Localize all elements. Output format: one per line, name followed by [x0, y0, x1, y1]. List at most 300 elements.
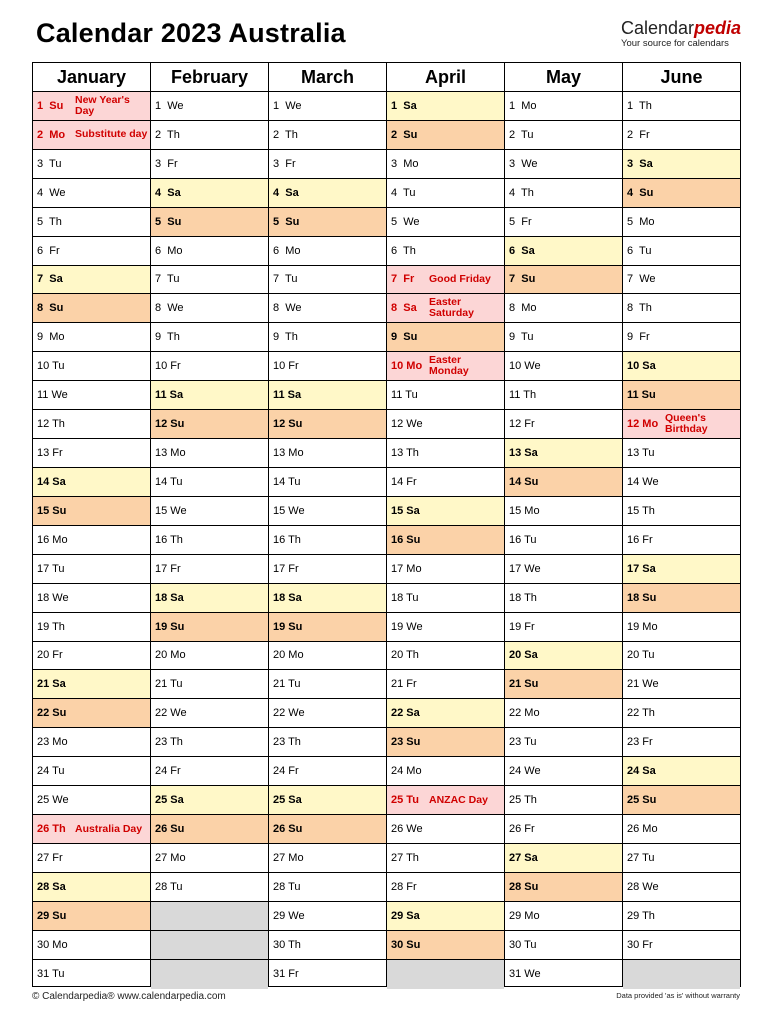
day-cell — [33, 439, 150, 468]
day-cell — [505, 786, 622, 815]
day-label: 29 We — [273, 909, 305, 922]
day-label: 1 Su — [37, 99, 64, 112]
day-label: 31 Fr — [273, 968, 299, 981]
day-label: 30 Tu — [509, 938, 537, 951]
day-cell — [269, 844, 386, 873]
day-label: 14 Fr — [391, 475, 417, 488]
day-cell — [269, 526, 386, 555]
day-label: 8 Su — [37, 302, 64, 315]
day-label: 18 Th — [509, 591, 537, 604]
day-cell — [269, 323, 386, 352]
month-column-june — [622, 63, 740, 986]
day-label: 15 Su — [37, 504, 67, 517]
day-cell — [269, 670, 386, 699]
day-label: 13 Th — [391, 447, 419, 460]
holiday-name: Easter Saturday — [429, 296, 474, 320]
holiday-name: ANZAC Day — [429, 793, 488, 806]
day-cell — [623, 179, 740, 208]
day-label: 24 Sa — [627, 765, 656, 778]
day-cell — [623, 642, 740, 671]
day-cell — [33, 526, 150, 555]
day-cell — [33, 150, 150, 179]
day-label: 19 Fr — [509, 620, 535, 633]
holiday-cell — [33, 92, 150, 121]
day-cell — [387, 381, 504, 410]
day-cell — [623, 786, 740, 815]
day-cell — [33, 352, 150, 381]
day-cell — [387, 237, 504, 266]
day-label: 19 Su — [273, 620, 303, 633]
day-cell — [151, 294, 268, 323]
footer-disclaimer: Data provided 'as is' without warranty — [616, 991, 740, 1000]
day-label: 25 Tu — [391, 794, 419, 807]
day-cell — [387, 555, 504, 584]
day-label: 26 Su — [273, 823, 303, 835]
month-column-february — [150, 63, 268, 986]
day-cell — [151, 410, 268, 439]
day-cell — [387, 613, 504, 642]
day-label: 4 Th — [509, 186, 534, 199]
day-cell — [269, 699, 386, 728]
day-cell — [505, 497, 622, 526]
day-label: 27 Sa — [509, 851, 538, 864]
month-header: February — [151, 63, 268, 92]
day-cell — [623, 555, 740, 584]
day-cell — [505, 526, 622, 555]
day-label: 20 Th — [391, 649, 419, 662]
day-cell — [387, 92, 504, 121]
day-cell — [505, 844, 622, 873]
empty-cell — [151, 931, 268, 960]
day-label: 18 Sa — [273, 591, 302, 604]
day-label: 1 We — [273, 99, 302, 112]
day-cell — [269, 873, 386, 902]
day-cell — [269, 815, 386, 844]
day-cell — [151, 699, 268, 728]
day-cell — [387, 728, 504, 757]
brand-logo — [621, 18, 761, 49]
day-cell — [505, 728, 622, 757]
day-cell — [151, 150, 268, 179]
day-label: 6 Tu — [627, 244, 652, 257]
month-header: May — [505, 63, 622, 92]
holiday-cell — [623, 410, 740, 439]
day-cell — [505, 815, 622, 844]
day-label: 1 Mo — [509, 99, 537, 112]
day-cell — [269, 584, 386, 613]
day-label: 10 We — [509, 360, 541, 373]
day-cell — [151, 352, 268, 381]
day-label: 27 Fr — [37, 851, 63, 864]
holiday-cell — [387, 786, 504, 815]
day-cell — [623, 815, 740, 844]
day-label: 23 Th — [155, 736, 183, 749]
day-cell — [33, 728, 150, 757]
day-label: 23 Mo — [37, 736, 68, 749]
day-cell — [33, 931, 150, 960]
day-label: 24 Mo — [391, 765, 422, 778]
day-cell — [623, 468, 740, 497]
day-label: 6 Sa — [509, 244, 535, 257]
day-label: 17 Sa — [627, 562, 656, 575]
day-label: 2 Tu — [509, 128, 534, 141]
day-label: 12 Su — [155, 418, 185, 431]
day-label: 10 Sa — [627, 360, 656, 373]
day-cell — [505, 468, 622, 497]
day-label: 15 We — [273, 504, 305, 517]
day-cell — [387, 584, 504, 613]
day-cell — [623, 208, 740, 237]
day-label: 22 We — [155, 707, 187, 720]
day-cell — [33, 902, 150, 931]
day-cell — [269, 931, 386, 960]
day-cell — [151, 526, 268, 555]
day-cell — [623, 844, 740, 873]
day-label: 28 Tu — [155, 880, 183, 893]
day-cell — [387, 179, 504, 208]
day-label: 15 Mo — [509, 504, 540, 517]
day-label: 27 Tu — [627, 851, 655, 864]
day-label: 21 Sa — [37, 678, 66, 691]
day-label: 7 We — [627, 273, 656, 286]
day-label: 7 Su — [509, 273, 536, 286]
day-cell — [269, 179, 386, 208]
day-label: 3 Tu — [37, 157, 62, 170]
day-label: 18 Su — [627, 591, 657, 604]
day-cell — [269, 92, 386, 121]
day-label: 29 Mo — [509, 909, 540, 922]
day-cell — [269, 902, 386, 931]
day-label: 3 Fr — [273, 157, 296, 170]
day-cell — [151, 873, 268, 902]
day-cell — [623, 497, 740, 526]
day-cell — [151, 786, 268, 815]
day-cell — [269, 786, 386, 815]
day-label: 16 Th — [155, 533, 183, 546]
day-label: 9 Su — [391, 331, 418, 344]
day-label: 29 Su — [37, 909, 67, 922]
day-cell — [505, 294, 622, 323]
footer-copyright: © Calendarpedia® www.calendarpedia.com — [32, 991, 226, 1002]
day-cell — [269, 237, 386, 266]
day-label: 26 Mo — [627, 823, 658, 835]
day-label: 8 We — [273, 302, 302, 315]
day-cell — [33, 555, 150, 584]
day-cell — [269, 208, 386, 237]
day-label: 9 Tu — [509, 331, 534, 344]
day-cell — [151, 208, 268, 237]
month-header: March — [269, 63, 386, 92]
holiday-name: Substitute day — [75, 128, 148, 141]
day-label: 20 Tu — [627, 649, 655, 662]
day-label: 23 Th — [273, 736, 301, 749]
holiday-name: Australia Day — [75, 822, 143, 835]
day-cell — [623, 757, 740, 786]
day-cell — [151, 92, 268, 121]
day-label: 15 Sa — [391, 504, 420, 517]
day-cell — [387, 844, 504, 873]
day-cell — [151, 728, 268, 757]
day-cell — [623, 728, 740, 757]
month-column-april — [386, 63, 504, 986]
day-label: 4 Sa — [273, 186, 299, 199]
day-cell — [151, 613, 268, 642]
day-label: 27 Th — [391, 851, 419, 864]
holiday-cell — [33, 121, 150, 150]
day-cell — [505, 208, 622, 237]
day-cell — [387, 468, 504, 497]
day-label: 1 We — [155, 99, 184, 112]
day-cell — [269, 960, 386, 989]
day-cell — [505, 150, 622, 179]
day-cell — [33, 670, 150, 699]
day-label: 9 Th — [273, 331, 298, 344]
day-cell — [387, 323, 504, 352]
day-label: 30 Th — [273, 938, 301, 951]
day-label: 29 Sa — [391, 909, 420, 922]
day-cell — [623, 526, 740, 555]
day-cell — [151, 266, 268, 295]
holiday-cell — [387, 266, 504, 295]
day-label: 23 Tu — [509, 736, 537, 749]
calendar-grid — [32, 62, 741, 987]
day-cell — [387, 526, 504, 555]
day-label: 9 Th — [155, 331, 180, 344]
holiday-cell — [387, 294, 504, 323]
day-label: 24 Tu — [37, 765, 65, 778]
day-cell — [151, 555, 268, 584]
day-label: 4 Sa — [155, 186, 181, 199]
day-label: 27 Mo — [273, 851, 304, 864]
day-label: 20 Sa — [509, 649, 538, 662]
day-cell — [623, 266, 740, 295]
day-cell — [387, 497, 504, 526]
day-label: 9 Fr — [627, 331, 650, 344]
day-cell — [623, 873, 740, 902]
day-label: 28 Sa — [37, 880, 66, 893]
day-cell — [33, 757, 150, 786]
day-cell — [33, 960, 150, 989]
day-label: 3 Fr — [155, 157, 178, 170]
day-label: 27 Mo — [155, 851, 186, 864]
day-label: 25 We — [37, 794, 69, 807]
day-label: 18 We — [37, 591, 69, 604]
day-cell — [33, 208, 150, 237]
day-label: 11 Th — [509, 389, 537, 402]
day-label: 28 We — [627, 880, 659, 893]
day-label: 14 Tu — [273, 475, 301, 488]
day-label: 22 Sa — [391, 707, 420, 720]
day-cell — [387, 902, 504, 931]
day-cell — [505, 323, 622, 352]
day-cell — [387, 815, 504, 844]
day-cell — [387, 757, 504, 786]
day-label: 18 Tu — [391, 591, 419, 604]
day-label: 19 Mo — [627, 620, 658, 633]
day-label: 5 Th — [37, 215, 62, 228]
day-label: 11 Sa — [155, 389, 184, 402]
day-label: 19 We — [391, 620, 423, 633]
day-label: 6 Th — [391, 244, 416, 257]
day-label: 12 Su — [273, 418, 303, 431]
empty-cell — [151, 960, 268, 989]
day-label: 28 Tu — [273, 880, 301, 893]
day-cell — [33, 468, 150, 497]
holiday-name: New Year's Day — [75, 93, 130, 117]
day-cell — [269, 642, 386, 671]
day-label: 1 Sa — [391, 99, 417, 112]
day-cell — [623, 931, 740, 960]
day-label: 4 Su — [627, 186, 654, 199]
day-label: 31 We — [509, 968, 541, 981]
day-cell — [151, 497, 268, 526]
day-label: 11 Sa — [273, 389, 302, 402]
day-cell — [387, 208, 504, 237]
day-cell — [505, 381, 622, 410]
day-cell — [33, 179, 150, 208]
day-label: 25 Th — [509, 794, 537, 807]
day-label: 24 Fr — [273, 765, 299, 778]
day-label: 31 Tu — [37, 968, 65, 981]
day-cell — [505, 92, 622, 121]
day-label: 14 Su — [509, 475, 539, 488]
day-cell — [151, 757, 268, 786]
day-label: 2 Fr — [627, 128, 650, 141]
day-cell — [623, 439, 740, 468]
day-cell — [505, 613, 622, 642]
day-label: 15 Th — [627, 504, 655, 517]
day-cell — [505, 121, 622, 150]
day-cell — [387, 931, 504, 960]
day-cell — [33, 266, 150, 295]
day-label: 30 Su — [391, 938, 421, 951]
day-cell — [505, 352, 622, 381]
day-label: 28 Su — [509, 880, 539, 893]
day-label: 11 Tu — [391, 389, 418, 402]
day-label: 13 Fr — [37, 447, 63, 460]
day-cell — [33, 410, 150, 439]
holiday-name: Easter Monday — [429, 354, 469, 378]
day-label: 14 We — [627, 475, 659, 488]
day-cell — [387, 121, 504, 150]
day-label: 17 Mo — [391, 562, 422, 575]
day-label: 19 Su — [155, 620, 185, 633]
day-cell — [623, 150, 740, 179]
day-label: 6 Mo — [273, 244, 301, 257]
day-label: 21 Su — [509, 678, 539, 691]
day-cell — [33, 323, 150, 352]
day-cell — [151, 381, 268, 410]
day-label: 8 We — [155, 302, 184, 315]
day-label: 10 Tu — [37, 360, 65, 373]
day-label: 20 Fr — [37, 649, 63, 662]
day-label: 13 Mo — [155, 447, 186, 460]
day-label: 21 Fr — [391, 678, 417, 691]
day-cell — [151, 468, 268, 497]
day-label: 8 Mo — [509, 302, 537, 315]
day-cell — [387, 873, 504, 902]
day-cell — [33, 844, 150, 873]
day-label: 26 Th — [37, 823, 66, 835]
day-cell — [269, 757, 386, 786]
day-cell — [269, 613, 386, 642]
month-header: April — [387, 63, 504, 92]
day-label: 11 Su — [627, 389, 656, 402]
day-label: 12 Fr — [509, 418, 535, 431]
day-label: 3 We — [509, 157, 538, 170]
day-cell — [269, 294, 386, 323]
day-cell — [387, 699, 504, 728]
day-label: 21 We — [627, 678, 659, 691]
day-label: 17 We — [509, 562, 541, 575]
day-cell — [505, 873, 622, 902]
day-label: 5 Su — [273, 215, 300, 228]
day-cell — [387, 410, 504, 439]
day-cell — [505, 931, 622, 960]
day-label: 24 Fr — [155, 765, 181, 778]
day-label: 10 Fr — [155, 360, 181, 373]
day-label: 17 Fr — [273, 562, 299, 575]
day-cell — [505, 555, 622, 584]
day-cell — [151, 179, 268, 208]
day-cell — [505, 670, 622, 699]
holiday-name: Queen's Birthday — [665, 412, 708, 436]
day-cell — [269, 121, 386, 150]
day-label: 3 Sa — [627, 157, 653, 170]
day-cell — [505, 699, 622, 728]
day-label: 23 Su — [391, 736, 421, 749]
day-label: 22 Su — [37, 707, 67, 720]
day-label: 13 Mo — [273, 447, 304, 460]
day-cell — [505, 960, 622, 989]
day-cell — [151, 323, 268, 352]
day-cell — [151, 844, 268, 873]
day-cell — [269, 468, 386, 497]
day-label: 10 Mo — [391, 360, 423, 373]
day-cell — [269, 266, 386, 295]
holiday-cell — [33, 815, 150, 844]
day-label: 6 Fr — [37, 244, 60, 257]
month-column-march — [268, 63, 386, 986]
day-label: 12 We — [391, 418, 423, 431]
day-label: 4 We — [37, 186, 66, 199]
day-cell — [151, 439, 268, 468]
day-cell — [623, 323, 740, 352]
day-label: 5 We — [391, 215, 420, 228]
day-cell — [33, 786, 150, 815]
day-label: 12 Mo — [627, 418, 659, 431]
day-label: 22 Mo — [509, 707, 540, 720]
day-label: 11 We — [37, 389, 68, 402]
day-cell — [623, 699, 740, 728]
day-cell — [505, 757, 622, 786]
day-cell — [269, 497, 386, 526]
day-cell — [505, 439, 622, 468]
day-cell — [505, 902, 622, 931]
day-label: 15 We — [155, 504, 187, 517]
empty-cell — [387, 960, 504, 989]
day-cell — [269, 410, 386, 439]
day-cell — [269, 150, 386, 179]
day-cell — [623, 902, 740, 931]
day-label: 22 Th — [627, 707, 655, 720]
day-label: 3 Mo — [391, 157, 419, 170]
day-cell — [623, 121, 740, 150]
day-label: 8 Th — [627, 302, 652, 315]
day-cell — [505, 584, 622, 613]
day-cell — [151, 237, 268, 266]
day-label: 16 Th — [273, 533, 301, 546]
